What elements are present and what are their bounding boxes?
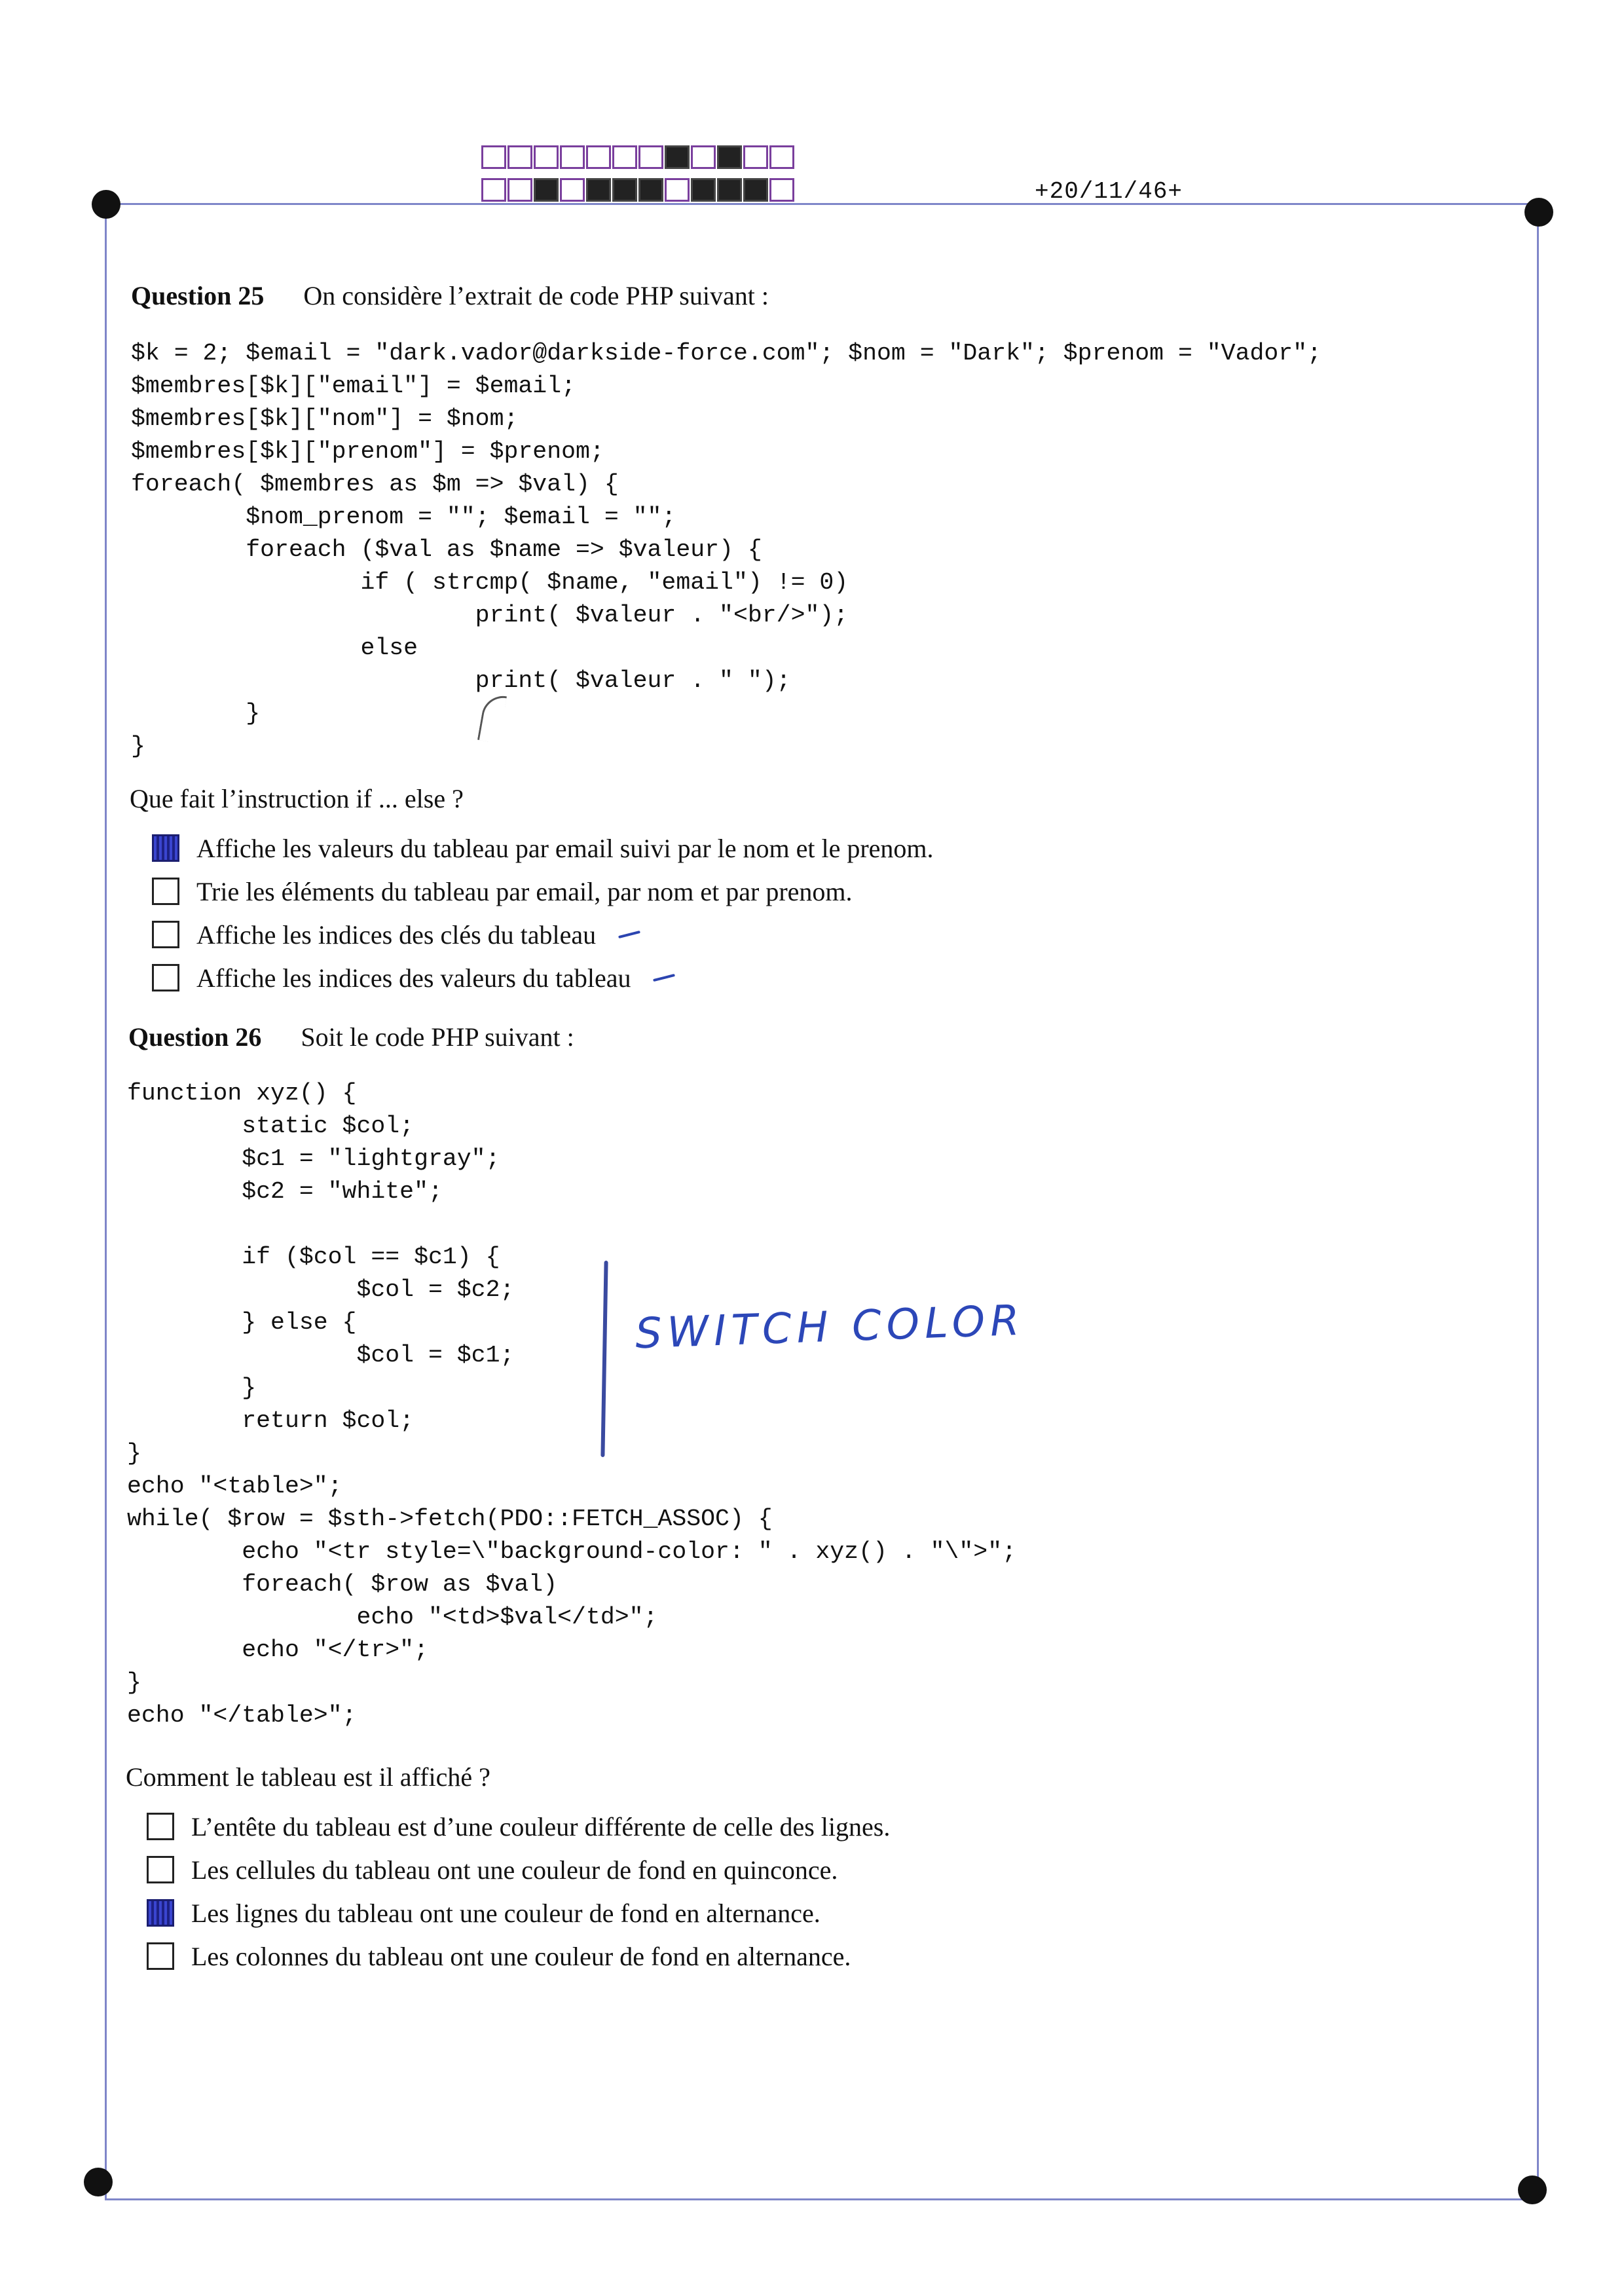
question-26-answer-4[interactable]	[147, 1935, 890, 1978]
question-25-answer-3[interactable]	[152, 913, 934, 956]
question-26-header	[128, 1022, 574, 1052]
question-26-code: function xyz() { static $col; $c1 = "lightgray"; $c2 = "white"; if ($col == $c1) { $col = $c2; } else { $col = $c1; } return $col; } echo "<table>"; while( $row = $sth->fetch(PDO::FETCH_ASSOC) { echo "<tr style=\"background-color: " . xyz() . "\">"; foreach( $row as $val) echo "<td>$val</td>"; echo "</tr>"; } echo "</table>";	[127, 1080, 1017, 1729]
answer-checkbox[interactable]	[147, 1856, 174, 1883]
question-25-text: On considère l’extrait de code PHP suivant :	[303, 281, 769, 310]
corner-mark-top-left	[92, 190, 120, 219]
answer-checkbox[interactable]	[152, 964, 179, 991]
handwritten-note: SWITCH COLOR	[634, 1296, 1025, 1359]
answer-label: Trie les éléments du tableau par email, par nom et par prenom.	[196, 876, 853, 906]
question-26-label: Question 26	[128, 1022, 262, 1052]
question-26-text: Soit le code PHP suivant :	[301, 1022, 574, 1052]
question-26-answer-1[interactable]	[147, 1805, 890, 1848]
question-25-code: $k = 2; $email = "dark.vador@darkside-force.com"; $nom = "Dark"; $prenom = "Vador"; $membres[$k]["email"] = $email; $membres[$k]["nom"] = $nom; $membres[$k]["prenom"] = $prenom; foreach( $membres as $m => $val) { $nom_prenom = ""; $email = ""; foreach ($val as $name => $valeur) { if ( strcmp( $name, "email") != 0) print( $valeur . "<br/>"); else print( $valeur . " "); } }	[131, 340, 1321, 760]
answer-label: Affiche les indices des clés du tableau	[196, 919, 597, 950]
question-25-answer-1[interactable]	[152, 826, 934, 870]
answer-label: Les colonnes du tableau ont une couleur de fond en alternance.	[191, 1941, 851, 1971]
answer-checkbox[interactable]	[147, 1813, 174, 1840]
question-25-label: Question 25	[131, 281, 265, 310]
answer-checkbox-checked[interactable]	[147, 1899, 174, 1927]
question-26-answer-2[interactable]	[147, 1848, 890, 1891]
question-26-answer-3[interactable]	[147, 1891, 890, 1935]
id-code-row-1	[481, 145, 796, 169]
id-code-row-2	[481, 178, 796, 202]
answer-label: Les cellules du tableau ont une couleur de fond en quinconce.	[191, 1855, 838, 1885]
pen-dash-mark	[654, 974, 676, 982]
pen-dash-mark	[618, 931, 640, 938]
question-25-answers	[152, 826, 934, 999]
question-25-header	[131, 280, 769, 311]
answer-label: Affiche les valeurs du tableau par email suivi par le nom et le prenom.	[196, 833, 934, 863]
answer-checkbox[interactable]	[152, 921, 179, 948]
question-26-prompt: Comment le tableau est il affiché ?	[126, 1762, 490, 1792]
question-26-answers	[147, 1805, 890, 1978]
question-25-prompt: Que fait l’instruction if ... else ?	[130, 784, 464, 813]
question-25-answer-2[interactable]	[152, 870, 934, 913]
answer-label: Affiche les indices des valeurs du tableau	[196, 963, 631, 993]
sheet-id: +20/11/46+	[1035, 178, 1183, 205]
corner-mark-top-right	[1524, 198, 1553, 227]
question-25-answer-4[interactable]	[152, 956, 934, 999]
corner-mark-bottom-right	[1518, 2176, 1547, 2204]
corner-mark-bottom-left	[84, 2168, 113, 2196]
answer-checkbox[interactable]	[147, 1942, 174, 1970]
answer-checkbox[interactable]	[152, 878, 179, 905]
answer-label: Les lignes du tableau ont une couleur de fond en alternance.	[191, 1898, 821, 1928]
answer-label: L’entête du tableau est d’une couleur différente de celle des lignes.	[191, 1811, 891, 1842]
answer-checkbox-checked[interactable]	[152, 834, 179, 862]
